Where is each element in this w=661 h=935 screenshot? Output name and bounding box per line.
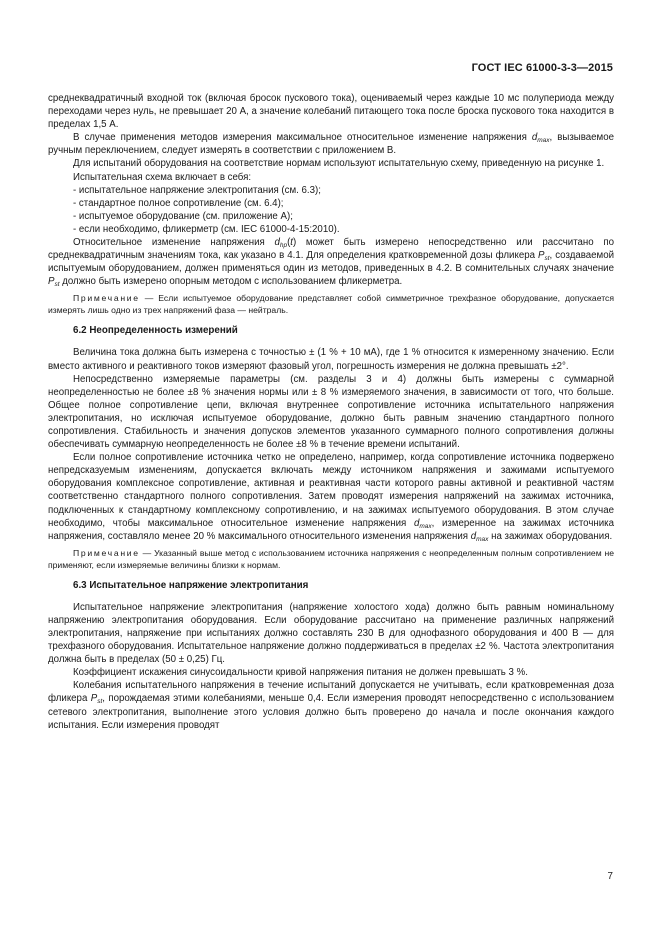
paragraph: В случае применения методов измерения максимальное относительное изменение напряжения $d_{max}$, вызываемое ручным переключением, следует измерять в соответствии с приложением В. (48, 132, 614, 157)
note-label: Примечание (73, 293, 140, 304)
paragraph: среднеквадратичный входной ток (включая бросок пускового тока), оцениваемый через каждые 10 мс полупериода между переходами через нуль, не превышает 20 А, а значение колебаний питающего тока после броска пускового тока находится в пределах 1,5 А. (48, 93, 614, 131)
paragraph: Относительное изменение напряжения $d_{hp}(t)$ может быть измерено непосредственно или рассчитано по среднеквадратичным значениям тока, как указано в 4.1. Для определения кратковременной дозы фликера $P_{st}$, создаваемой испытуемым оборудованием, должен применяться один из методов, приведенных в 4.2. В сомнительных случаях значение $P_{st}$ должно быть измерено опорным методом с использованием фликерметра. (48, 237, 615, 289)
paragraph: Колебания испытательного напряжения в течение испытаний допускается не учитывать, если кратковременная доза фликера $P_{st}$, порождаемая этими колебаниями, меньше 0,4. Если измерения проводят непосредственно с использованием сетевого электропитания, выполнение этого условия должно быть проверено до начала и после окончания каждого испытания. Если измерения проводят (48, 680, 615, 731)
note-label: Примечание (73, 547, 140, 558)
list-item: - испытательное напряжение электропитания (см. 6.3); (73, 184, 321, 196)
paragraph: Испытательная схема включает в себя: (73, 171, 252, 183)
list-item: - стандартное полное сопротивление (см. 6.4); (73, 197, 284, 209)
section-heading: 6.3 Испытательное напряжение электропитания (73, 579, 309, 591)
paragraph: Коэффициент искажения синусоидальности кривой напряжения питания не должен превышать 3 %. (73, 667, 528, 679)
section-heading: 6.2 Неопределенность измерений (73, 325, 238, 337)
list-item: - испытуемое оборудование (см. приложение А); (73, 210, 293, 222)
paragraph: Величина тока должна быть измерена с точностью ± (1 % + 10 мА), где 1 % относится к измеренному значению. Если вместо активного и реактивного токов измеряют фазовый угол, погрешность измерения не должна превышать ±2°. (48, 347, 614, 372)
paragraph: Если полное сопротивление источника четко не определено, например, когда сопротивление источника подвержено непредсказуемым изменениям, допускается включать между источником напряжения и зажимами испытуемого оборудования комплексное сопротивление, активная и реактивная части которого равны активной и реактивной частям соответственно стандартного полного сопротивления. Затем проводят измерения напряжений на зажимах источника, подключенных к стандартному комплексному сопротивлению, и на зажимах испытуемого оборудования. В этом случае необходимо, чтобы максимальное относительное изменение напряжения $d_{max}$, измеренное на зажимах источника напряжения, составляло менее 20 % максимального относительного изменения напряжения $d_{max}$ на зажимах оборудования. (48, 452, 614, 543)
paragraph: Для испытаний оборудования на соответствие нормам используют испытательную схему, приведенную на рисунке 1. (73, 158, 605, 170)
note-paragraph: Примечание — Если испытуемое оборудование представляет собой симметричное трехфазное оборудование, допускается измерять лишь одно из трех напряжений фаза — нейтраль. (48, 293, 614, 316)
document-id: ГОСТ IEC 61000-3-3—2015 (471, 62, 613, 74)
note-paragraph: Примечание — Указанный выше метод с использованием источника напряжения с неопределенным полным сопротивлением не применяют, если измеряемые величины близки к нормам. (48, 547, 614, 570)
paragraph: Непосредственно измеряемые параметры (см. разделы 3 и 4) должны быть измерены с суммарной неопределенностью не более ±8 % значения нормы или ± 8 % измеряемого значения, в зависимости от того, что больше. Общее полное сопротивление цепи, включая внутреннее сопротивление источника испытательного напряжения электропитания, но исключая испытуемое оборудование, должно быть равным значению стандартного полного сопротивления. Стабильность и значения допусков элементов указанного суммарного полного сопротивления должны обеспечивать суммарную неопределенность не более ±8 % в течение времени испытаний. (48, 373, 614, 451)
body-text (48, 92, 614, 732)
list-item: - если необходимо, фликерметр (см. IEC 61000-4-15:2010). (73, 223, 340, 235)
paragraph: Испытательное напряжение электропитания (напряжение холостого хода) должно быть равным номинальному напряжению электропитания оборудования. Если оборудование рассчитано на применение различных напряжений электропитания, напряжение при испытаниях должно составлять 230 В для однофазного оборудования и 400 В — для трехфазного оборудования. Испытательное напряжение должно поддерживаться в пределах ±2 %. Частота электропитания должна быть в пределах (50 ± 0,25) Гц. (48, 601, 614, 666)
page-number: 7 (607, 871, 613, 882)
